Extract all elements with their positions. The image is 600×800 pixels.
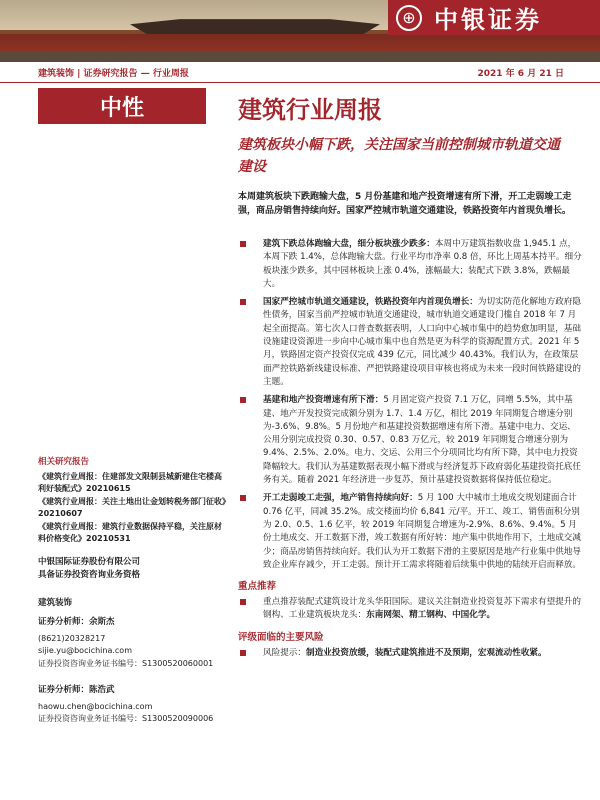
sector-label: 建筑装饰 [38, 598, 73, 608]
key-point-text: 为切实防范化解地方政府隐性债务，国家当前严控城市轨道交通建设，城市轨道交通建设门槛自 2018 年 7 月起全面提高。第七次人口普查数据表明，人口向中心城市集中的趋势愈加明显，基础设施建设资源进一步向中心城市集中也自然是更为科学的资源配置方式。2021 年 5 月，铁路固定资产投资仅完成 439 亿元，同比减少 40.43%。我们认为，在政策层面严控铁路新线建设标准、严把铁路建设项目审核也将成为未来一段时间铁路建设的主题。 [263, 297, 581, 387]
risk-heading: 评级面临的主要风险 [238, 631, 324, 643]
related-reports-heading: 相关研究报告 [38, 457, 90, 467]
analyst-card [38, 684, 228, 726]
key-point-lead: 开工走弱竣工走强，地产销售持续向好： [263, 493, 418, 504]
key-point-lead: 基建和地产投资增速有所下滑： [263, 395, 384, 406]
analyst-name: 证券分析师：余斯杰 [38, 617, 115, 627]
related-report-link[interactable]: 《建筑行业周报：关注土地出让金划转税务部门征收》20210607 [38, 497, 226, 518]
bullet-icon [240, 599, 246, 605]
key-point [238, 296, 583, 389]
analyst-phone: (8621)20328217 [38, 633, 106, 643]
analyst-email[interactable]: haowu.chen@bocichina.com [38, 701, 153, 711]
risk-point [238, 647, 583, 660]
logo-icon: ⊕ [396, 5, 422, 31]
logo-text: 中银证券 [434, 6, 542, 34]
key-point [238, 492, 583, 572]
page-subtitle: 建筑板块小幅下跌，关注国家当前控制城市轨道交通建设 [238, 137, 560, 175]
key-point-lead: 建筑下跌总体跑输大盘，细分板块涨少跌多： [263, 239, 435, 249]
key-point [238, 394, 583, 487]
focus-stocks: 东南网架、精工钢构、中国化学。 [366, 610, 496, 621]
summary-paragraph: 本周建筑板块下跌跑输大盘，5 月份基建和地产投资增速有所下滑，开工走弱竣工走强，商品房销售持续向好。国家严控城市轨道交通建设，铁路投资年内首现负增长。 [238, 192, 572, 216]
report-date: 2021 年 6 月 21 日 [477, 69, 564, 79]
risk-text: 制造业投资放缓，装配式建筑推进不及预期，宏观流动性收紧。 [305, 647, 547, 658]
key-point-text: 5 月固定资产投资 7.1 万亿，同增 5.5%，其中基建、地产开发投资完成额分别为 1.7、1.4 万亿，相比 2019 年同期复合增速分别为-3.6%、9.8%。5 月份地产和基建投资数据增速有所下滑。基建中电力、交运、公用分别完成投资 0.30、0.57、0.83 万亿元，较 2019 年同期复合增速分别为 9.4%、2.5%、2.0%。电力、交运、公用三个分项同比均有所下降，其中电力投资降幅较大。我们认为基建数据表现小幅下滑或与经济复苏下政府弱化基建投资托底任务有关。随着 2021 年经济进一步复苏，预计基建投资数据将保持低位稳定。 [263, 395, 581, 486]
header-banner [0, 0, 600, 62]
brand-logo [388, 0, 600, 35]
bullet-icon [240, 397, 246, 403]
analyst-email[interactable]: sijie.yu@bocichina.com [38, 646, 132, 655]
breadcrumb: 建筑装饰 | 证券研究报告 — 行业周报 [38, 69, 189, 79]
analyst-cert: 证券投资咨询业务证书编号：S1300520060001 [38, 658, 214, 668]
risk-lead: 风险提示： [263, 647, 306, 658]
company-info: 中银国际证券股份有限公司 具备证券投资咨询业务资格 [38, 557, 141, 580]
focus-heading: 重点推荐 [238, 581, 277, 593]
key-point-text: 5 月 100 大中城市土地成交规划建面合计 0.76 亿平，同减 35.2%。成交楼面均价 6,841 元/平。开工、竣工、销售面积分别为 2.0、0.5、1.6 亿平，较 2019 年同期复合增速为-2.9%、8.6%、9.4%。5 月份土地成交、开工数据下滑，竣工数据有所好转：地产集中供地作用下，土地成交减少；商品房销售持续向好。我们认为开工数据下滑的主要原因是地产行业集中供地导致企业库存减少，开工走弱。预计开工需求将随着后续集中供地的陆续开启而释放。 [263, 493, 581, 570]
rating-badge: 中性 [38, 88, 206, 124]
analyst-name: 证券分析师：陈浩武 [38, 685, 115, 695]
bullet-icon [240, 241, 246, 247]
key-point-text: 本周中万建筑指数收盘 1,945.1 点，本周下跌 1.4%，总体跑输大盘。行业平均市净率 0.8 倍，环比上周基本持平。细分板块涨少跌多，其中园林板块上涨 0.4%，涨幅最大；装配式下跌 3.8%，跌幅最大。 [263, 239, 582, 289]
main-content [238, 238, 583, 665]
sidebar [38, 455, 228, 740]
key-point-lead: 国家严控城市轨道交通建设，铁路投资年内首现负增长： [263, 297, 478, 308]
bullet-icon [240, 495, 246, 501]
analyst-card [38, 616, 228, 670]
bullet-icon [240, 650, 246, 656]
related-report-link[interactable]: 《建筑行业周报：住建部发文限制县城新建住宅楼高利好装配式》20210615 [38, 472, 222, 493]
bullet-icon [240, 299, 246, 305]
report-meta-bar [0, 64, 600, 83]
banner-ground [0, 52, 600, 62]
related-report-link[interactable]: 《建筑行业周报：建筑行业数据保持平稳，关注原材料价格变化》20210531 [38, 522, 222, 543]
focus-text: 重点推荐装配式建筑设计龙头华阳国际。建议关注制造业投资复苏下需求有望提升的钢构、工业建筑板块龙头： [263, 597, 581, 621]
key-point [238, 238, 583, 291]
focus-point [238, 596, 583, 623]
analyst-cert: 证券投资咨询业务证书编号：S1300520090006 [38, 714, 214, 723]
page-title: 建筑行业周报 [238, 96, 382, 124]
